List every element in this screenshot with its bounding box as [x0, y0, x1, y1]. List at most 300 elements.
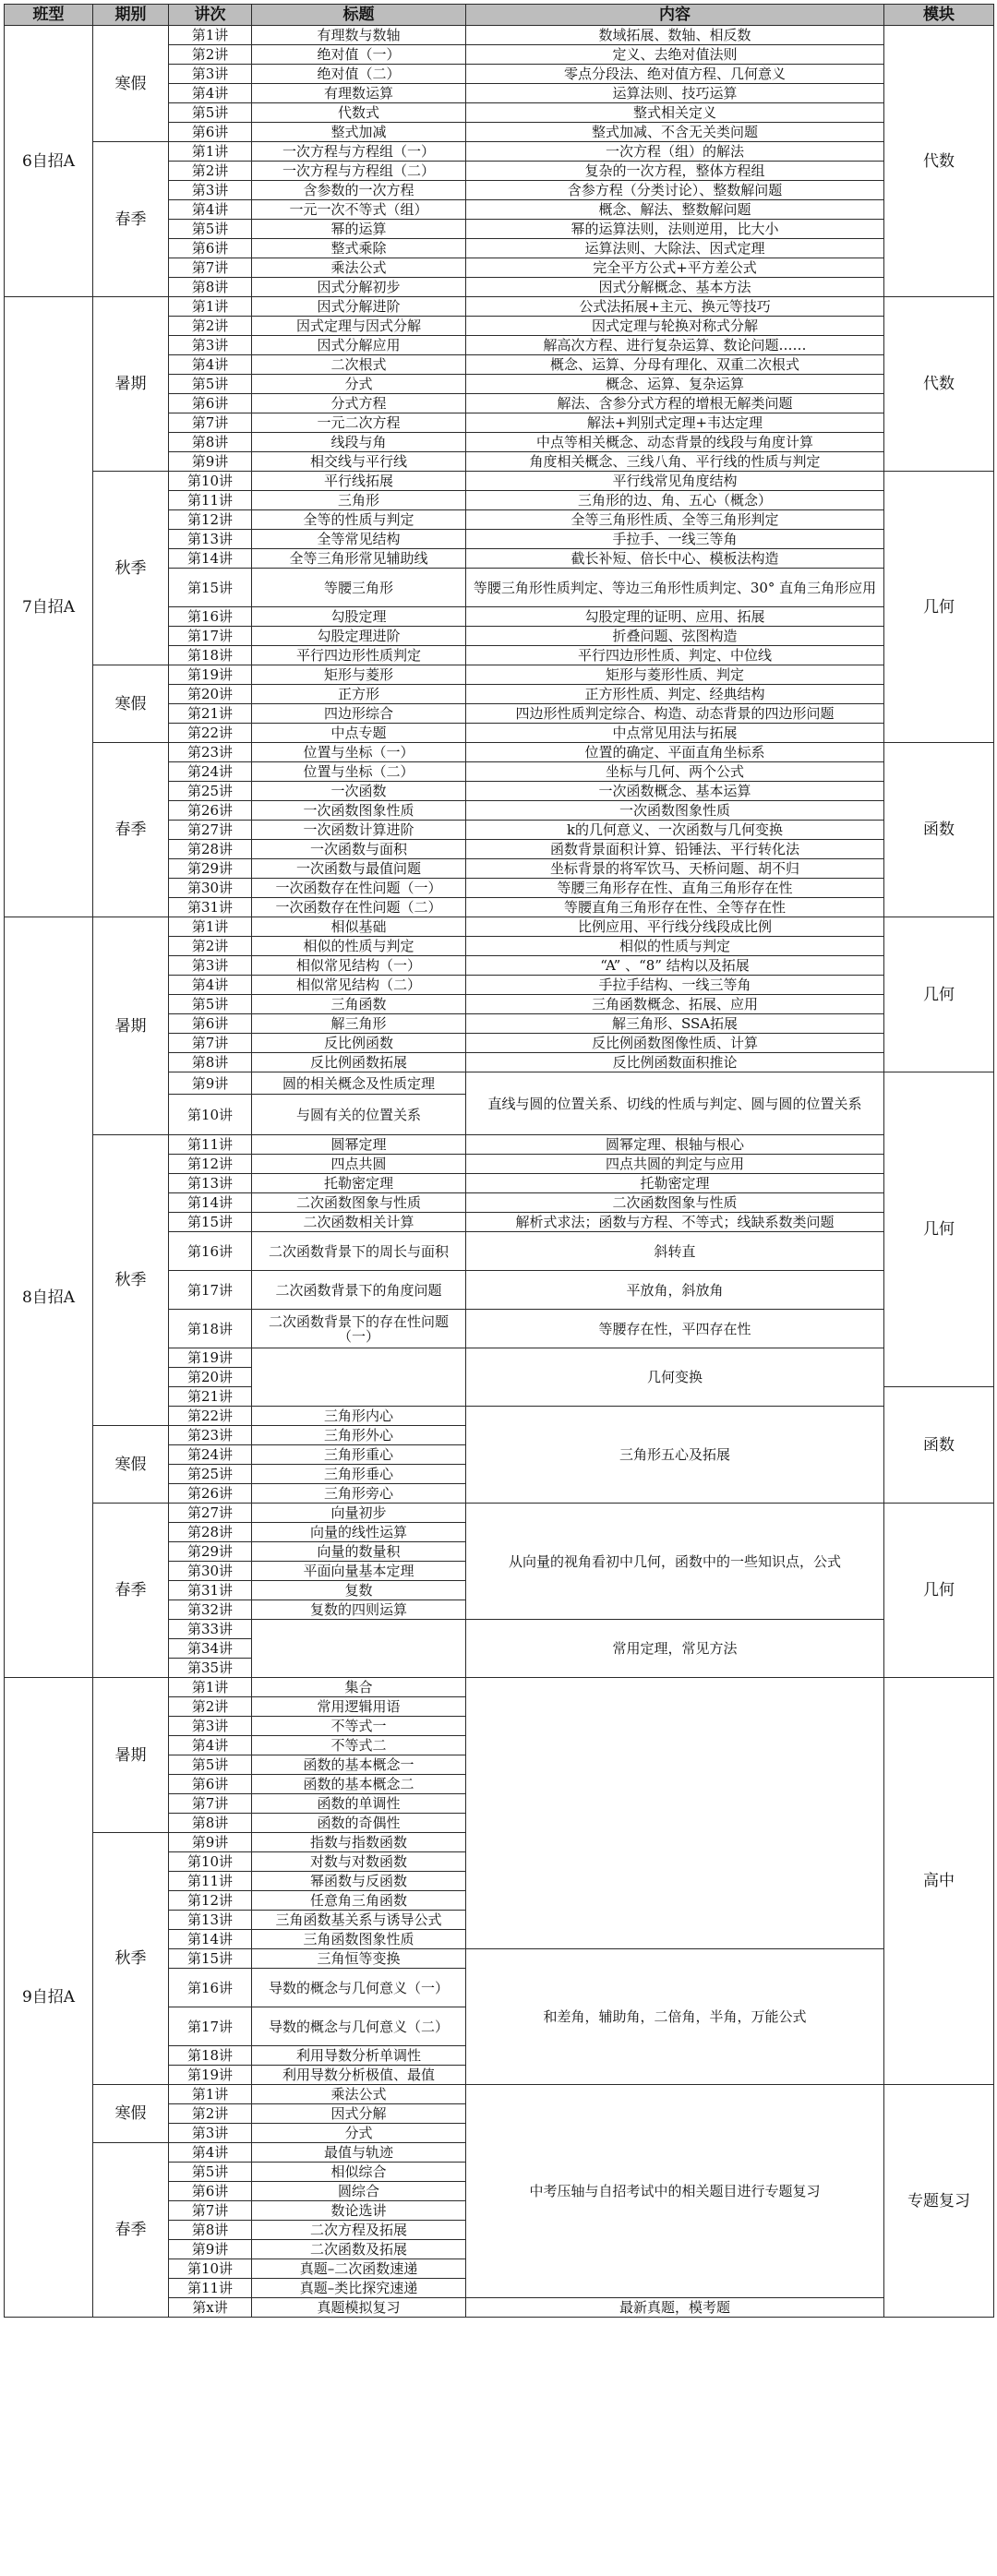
lesson-content: 相似的性质与判定	[466, 937, 884, 956]
lesson-title	[252, 1620, 466, 1678]
term-cell: 春季	[93, 142, 169, 297]
lesson-number: 第20讲	[169, 1368, 252, 1387]
lesson-number: 第26讲	[169, 801, 252, 821]
lesson-number: 第14讲	[169, 1930, 252, 1949]
lesson-title: 三角形重心	[252, 1445, 466, 1465]
lesson-content: 中点常见用法与拓展	[466, 724, 884, 743]
lesson-title: 代数式	[252, 103, 466, 123]
lesson-title: 相交线与平行线	[252, 452, 466, 472]
lesson-number: 第30讲	[169, 1562, 252, 1581]
lesson-content: 坐标与几何、两个公式	[466, 762, 884, 782]
lesson-content: 一次函数图象性质	[466, 801, 884, 821]
lesson-content: 整式加减、不含无关类问题	[466, 123, 884, 142]
lesson-number: 第27讲	[169, 821, 252, 840]
lesson-title: 不等式二	[252, 1736, 466, 1755]
lesson-content: 坐标背景的将军饮马、天桥问题、胡不归	[466, 859, 884, 879]
lesson-title: 常用逻辑用语	[252, 1697, 466, 1717]
lesson-number: 第5讲	[169, 220, 252, 239]
lesson-content: 公式法拓展+主元、换元等技巧	[466, 297, 884, 317]
lesson-number: 第1讲	[169, 142, 252, 162]
module-cell: 高中	[884, 1678, 994, 2085]
lesson-number: 第2讲	[169, 2104, 252, 2124]
lesson-number: 第1讲	[169, 917, 252, 937]
lesson-content: 四边形性质判定综合、构造、动态背景的四边形问题	[466, 704, 884, 724]
lesson-title: 二次函数背景下的周长与面积	[252, 1232, 466, 1271]
lesson-number: 第7讲	[169, 413, 252, 433]
lesson-title: 一次函数图象性质	[252, 801, 466, 821]
class-cell: 9自招A	[5, 1678, 93, 2318]
header-module: 模块	[884, 5, 994, 26]
lesson-row	[5, 917, 994, 937]
lesson-title: 乘法公式	[252, 258, 466, 278]
lesson-title: 函数的基本概念二	[252, 1775, 466, 1794]
lesson-title: 二次函数背景下的角度问题	[252, 1271, 466, 1310]
lesson-title: 分式	[252, 2124, 466, 2143]
lesson-title: 线段与角	[252, 433, 466, 452]
lesson-number: 第6讲	[169, 1014, 252, 1034]
module-cell: 几何	[884, 1504, 994, 1678]
lesson-content: 全等三角形性质、全等三角形判定	[466, 510, 884, 530]
lesson-title: 数论选讲	[252, 2201, 466, 2221]
lesson-title: 不等式一	[252, 1717, 466, 1736]
lesson-content: 解析式求法；函数与方程、不等式；线缺系数类问题	[466, 1213, 884, 1232]
lesson-title: 导数的概念与几何意义（二）	[252, 2007, 466, 2046]
lesson-number: 第27讲	[169, 1504, 252, 1523]
lesson-row	[5, 142, 994, 162]
lesson-title: 与圆有关的位置关系	[252, 1095, 466, 1135]
lesson-title: 反比例函数	[252, 1034, 466, 1053]
lesson-title: 解三角形	[252, 1014, 466, 1034]
lesson-title: 二次函数及拓展	[252, 2240, 466, 2259]
lesson-title: 平面向量基本定理	[252, 1562, 466, 1581]
lesson-title: 最值与轨迹	[252, 2143, 466, 2163]
module-cell: 函数	[884, 743, 994, 917]
module-cell: 专题复习	[884, 2085, 994, 2318]
lesson-title: 三角函数图象性质	[252, 1930, 466, 1949]
lesson-title: 圆综合	[252, 2182, 466, 2201]
schedule-body	[5, 26, 994, 2318]
lesson-number: 第29讲	[169, 1542, 252, 1562]
lesson-content: 一次方程（组）的解法	[466, 142, 884, 162]
lesson-title: 矩形与菱形	[252, 665, 466, 685]
lesson-title: 幂的运算	[252, 220, 466, 239]
lesson-number: 第10讲	[169, 1852, 252, 1872]
lesson-content: 折叠问题、弦图构造	[466, 627, 884, 646]
lesson-title: 四边形综合	[252, 704, 466, 724]
lesson-row	[5, 1504, 994, 1523]
header-content: 内容	[466, 5, 884, 26]
lesson-number: 第9讲	[169, 1072, 252, 1095]
lesson-title: 相似综合	[252, 2163, 466, 2182]
lesson-number: 第3讲	[169, 65, 252, 84]
lesson-content: 正方形性质、判定、经典结构	[466, 685, 884, 704]
lesson-number: 第21讲	[169, 704, 252, 724]
lesson-number: 第2讲	[169, 317, 252, 336]
term-cell: 寒假	[93, 665, 169, 743]
lesson-title: 一次函数与最值问题	[252, 859, 466, 879]
lesson-number: 第5讲	[169, 375, 252, 394]
lesson-number: 第11讲	[169, 491, 252, 510]
lesson-number: 第25讲	[169, 782, 252, 801]
lesson-number: 第23讲	[169, 1426, 252, 1445]
lesson-number: 第22讲	[169, 724, 252, 743]
term-cell: 寒假	[93, 1426, 169, 1504]
lesson-number: 第6讲	[169, 394, 252, 413]
lesson-content: 因式定理与轮换对称式分解	[466, 317, 884, 336]
lesson-title: 三角形外心	[252, 1426, 466, 1445]
lesson-title: 圆的相关概念及性质定理	[252, 1072, 466, 1095]
lesson-number: 第14讲	[169, 549, 252, 569]
lesson-number: 第6讲	[169, 239, 252, 258]
lesson-number: 第5讲	[169, 1755, 252, 1775]
lesson-content: 整式相关定义	[466, 103, 884, 123]
module-cell: 几何	[884, 1072, 994, 1387]
lesson-number: 第34讲	[169, 1639, 252, 1659]
lesson-number: 第3讲	[169, 336, 252, 355]
term-cell: 秋季	[93, 1135, 169, 1426]
lesson-number: 第8讲	[169, 1814, 252, 1833]
lesson-title: 真题模拟复习	[252, 2298, 466, 2318]
lesson-number: 第24讲	[169, 1445, 252, 1465]
lesson-content: 反比例函数图像性质、计算	[466, 1034, 884, 1053]
lesson-number: 第10讲	[169, 472, 252, 491]
lesson-number: 第1讲	[169, 1678, 252, 1697]
lesson-number: 第18讲	[169, 646, 252, 665]
lesson-number: 第19讲	[169, 2066, 252, 2085]
lesson-content: 位置的确定、平面直角坐标系	[466, 743, 884, 762]
lesson-title: 真题–二次函数速递	[252, 2259, 466, 2279]
lesson-number: 第21讲	[169, 1387, 252, 1407]
lesson-title: 中点专题	[252, 724, 466, 743]
lesson-number: 第11讲	[169, 2279, 252, 2298]
lesson-content: 函数背景面积计算、铅锤法、平行转化法	[466, 840, 884, 859]
lesson-number: 第x讲	[169, 2298, 252, 2318]
lesson-title: 对数与对数函数	[252, 1852, 466, 1872]
lesson-content: 四点共圆的判定与应用	[466, 1155, 884, 1174]
lesson-number: 第5讲	[169, 103, 252, 123]
lesson-title: 函数的奇偶性	[252, 1814, 466, 1833]
lesson-title: 三角形内心	[252, 1407, 466, 1426]
lesson-content: 三角形的边、角、五心（概念）	[466, 491, 884, 510]
module-cell: 几何	[884, 472, 994, 743]
lesson-title: 一次函数	[252, 782, 466, 801]
lesson-row	[5, 26, 994, 45]
lesson-title: 位置与坐标（二）	[252, 762, 466, 782]
term-cell: 寒假	[93, 26, 169, 142]
lesson-number: 第6讲	[169, 123, 252, 142]
lesson-title: 相似的性质与判定	[252, 937, 466, 956]
lesson-number: 第18讲	[169, 2046, 252, 2066]
lesson-content: 三角形五心及拓展	[466, 1407, 884, 1504]
lesson-number: 第2讲	[169, 45, 252, 65]
lesson-content: 等腰直角三角形存在性、全等存在性	[466, 898, 884, 917]
lesson-number: 第23讲	[169, 743, 252, 762]
lesson-number: 第5讲	[169, 995, 252, 1014]
lesson-content: 概念、解法、整数解问题	[466, 200, 884, 220]
lesson-title: 一次函数存在性问题（一）	[252, 879, 466, 898]
lesson-title: 一次方程与方程组（二）	[252, 162, 466, 181]
term-cell: 暑期	[93, 297, 169, 472]
term-cell: 春季	[93, 743, 169, 917]
lesson-title: 一次函数存在性问题（二）	[252, 898, 466, 917]
lesson-number: 第9讲	[169, 2240, 252, 2259]
lesson-number: 第17讲	[169, 1271, 252, 1310]
lesson-number: 第15讲	[169, 1213, 252, 1232]
lesson-number: 第3讲	[169, 181, 252, 200]
lesson-title: 二次函数相关计算	[252, 1213, 466, 1232]
lesson-title: 三角形旁心	[252, 1484, 466, 1504]
lesson-title: 整式加减	[252, 123, 466, 142]
lesson-content: 运算法则、大除法、因式定理	[466, 239, 884, 258]
lesson-title: 利用导数分析单调性	[252, 2046, 466, 2066]
lesson-title: 有理数与数轴	[252, 26, 466, 45]
lesson-row	[5, 2085, 994, 2104]
lesson-title: 一次方程与方程组（一）	[252, 142, 466, 162]
lesson-title: 向量的线性运算	[252, 1523, 466, 1542]
lesson-number: 第13讲	[169, 530, 252, 549]
lesson-content: 几何变换	[466, 1348, 884, 1407]
lesson-title: 四点共圆	[252, 1155, 466, 1174]
class-cell: 7自招A	[5, 297, 93, 917]
lesson-title: 反比例函数拓展	[252, 1053, 466, 1072]
lesson-number: 第2讲	[169, 1697, 252, 1717]
lesson-row	[5, 1678, 994, 1697]
lesson-number: 第16讲	[169, 1969, 252, 2007]
lesson-title: 分式方程	[252, 394, 466, 413]
lesson-title: 三角形垂心	[252, 1465, 466, 1484]
lesson-number: 第8讲	[169, 278, 252, 297]
lesson-content: 复杂的一次方程，整体方程组	[466, 162, 884, 181]
lesson-title: 函数的基本概念一	[252, 1755, 466, 1775]
lesson-content: 含参方程（分类讨论）、整数解问题	[466, 181, 884, 200]
lesson-number: 第10讲	[169, 1095, 252, 1135]
lesson-title: 绝对值（二）	[252, 65, 466, 84]
lesson-content: 托勒密定理	[466, 1174, 884, 1193]
term-cell: 春季	[93, 2143, 169, 2318]
module-cell: 代数	[884, 297, 994, 472]
lesson-content: 常用定理，常见方法	[466, 1620, 884, 1678]
lesson-number: 第16讲	[169, 1232, 252, 1271]
lesson-title: 向量的数量积	[252, 1542, 466, 1562]
lesson-title: 勾股定理进阶	[252, 627, 466, 646]
lesson-content: 直线与圆的位置关系、切线的性质与判定、圆与圆的位置关系	[466, 1072, 884, 1135]
lesson-number: 第2讲	[169, 162, 252, 181]
lesson-number: 第26讲	[169, 1484, 252, 1504]
lesson-content: “A” 、“8” 结构以及拓展	[466, 956, 884, 976]
lesson-number: 第6讲	[169, 1775, 252, 1794]
lesson-number: 第12讲	[169, 510, 252, 530]
lesson-content: 角度相关概念、三线八角、平行线的性质与判定	[466, 452, 884, 472]
lesson-content: 中点等相关概念、动态背景的线段与角度计算	[466, 433, 884, 452]
lesson-content: 圆幂定理、根轴与根心	[466, 1135, 884, 1155]
lesson-title: 含参数的一次方程	[252, 181, 466, 200]
lesson-row	[5, 297, 994, 317]
lesson-content: 平行线常见角度结构	[466, 472, 884, 491]
lesson-content: 手拉手、一线三等角	[466, 530, 884, 549]
lesson-title: 复数的四则运算	[252, 1600, 466, 1620]
lesson-title: 三角恒等变换	[252, 1949, 466, 1969]
class-cell: 8自招A	[5, 917, 93, 1678]
lesson-number: 第33讲	[169, 1620, 252, 1639]
term-cell: 寒假	[93, 2085, 169, 2143]
lesson-title: 相似常见结构（二）	[252, 976, 466, 995]
lesson-number: 第17讲	[169, 2007, 252, 2046]
lesson-content: 解法+判别式定理+韦达定理	[466, 413, 884, 433]
lesson-content: 概念、运算、分母有理化、双重二次根式	[466, 355, 884, 375]
lesson-number: 第15讲	[169, 1949, 252, 1969]
lesson-title: 整式乘除	[252, 239, 466, 258]
lesson-title: 因式分解	[252, 2104, 466, 2124]
header-row	[5, 5, 994, 26]
lesson-title: 平行线拓展	[252, 472, 466, 491]
lesson-content	[466, 1678, 884, 1949]
lesson-number: 第8讲	[169, 433, 252, 452]
lesson-title: 因式分解应用	[252, 336, 466, 355]
lesson-title: 真题–类比探究速递	[252, 2279, 466, 2298]
lesson-number: 第31讲	[169, 1581, 252, 1600]
lesson-number: 第5讲	[169, 2163, 252, 2182]
lesson-content: 零点分段法、绝对值方程、几何意义	[466, 65, 884, 84]
lesson-number: 第4讲	[169, 200, 252, 220]
lesson-title: 一次函数与面积	[252, 840, 466, 859]
lesson-title: 乘法公式	[252, 2085, 466, 2104]
lesson-title: 相似基础	[252, 917, 466, 937]
lesson-title: 一元一次不等式（组）	[252, 200, 466, 220]
lesson-title: 全等的性质与判定	[252, 510, 466, 530]
lesson-title: 相似常见结构（一）	[252, 956, 466, 976]
lesson-number: 第12讲	[169, 1891, 252, 1911]
lesson-number: 第12讲	[169, 1155, 252, 1174]
lesson-content: 勾股定理的证明、应用、拓展	[466, 607, 884, 627]
lesson-content: 平放角，斜放角	[466, 1271, 884, 1310]
lesson-title: 一次函数计算进阶	[252, 821, 466, 840]
lesson-number: 第3讲	[169, 2124, 252, 2143]
lesson-title: 托勒密定理	[252, 1174, 466, 1193]
lesson-number: 第31讲	[169, 898, 252, 917]
lesson-number: 第7讲	[169, 2201, 252, 2221]
lesson-title: 导数的概念与几何意义（一）	[252, 1969, 466, 2007]
lesson-number: 第7讲	[169, 258, 252, 278]
lesson-number: 第7讲	[169, 1794, 252, 1814]
lesson-number: 第25讲	[169, 1465, 252, 1484]
lesson-content: 运算法则、技巧运算	[466, 84, 884, 103]
lesson-number: 第4讲	[169, 355, 252, 375]
lesson-number: 第19讲	[169, 1348, 252, 1368]
lesson-title: 全等三角形常见辅助线	[252, 549, 466, 569]
lesson-content: 手拉手结构、一线三等角	[466, 976, 884, 995]
course-schedule	[4, 4, 993, 2318]
term-cell: 春季	[93, 1504, 169, 1678]
lesson-content: 解三角形、SSA拓展	[466, 1014, 884, 1034]
lesson-title: 二次根式	[252, 355, 466, 375]
lesson-row	[5, 472, 994, 491]
lesson-title: 三角函数基关系与诱导公式	[252, 1911, 466, 1930]
term-cell: 秋季	[93, 1833, 169, 2085]
lesson-content: 完全平方公式+平方差公式	[466, 258, 884, 278]
lesson-title: 一元二次方程	[252, 413, 466, 433]
lesson-title: 分式	[252, 375, 466, 394]
lesson-title: 幂函数与反函数	[252, 1872, 466, 1891]
lesson-number: 第6讲	[169, 2182, 252, 2201]
lesson-title: 勾股定理	[252, 607, 466, 627]
lesson-number: 第3讲	[169, 1717, 252, 1736]
lesson-number: 第7讲	[169, 1034, 252, 1053]
lesson-title: 向量初步	[252, 1504, 466, 1523]
header-class: 班型	[5, 5, 93, 26]
lesson-title: 函数的单调性	[252, 1794, 466, 1814]
lesson-title	[252, 1348, 466, 1407]
lesson-content: 数域拓展、数轴、相反数	[466, 26, 884, 45]
lesson-number: 第4讲	[169, 84, 252, 103]
lesson-row	[5, 665, 994, 685]
lesson-title: 圆幂定理	[252, 1135, 466, 1155]
lesson-number: 第30讲	[169, 879, 252, 898]
lesson-content: k的几何意义、一次函数与几何变换	[466, 821, 884, 840]
lesson-title: 等腰三角形	[252, 569, 466, 607]
lesson-content: 平行四边形性质、判定、中位线	[466, 646, 884, 665]
lesson-number: 第22讲	[169, 1407, 252, 1426]
lesson-content: 二次函数图象与性质	[466, 1193, 884, 1213]
lesson-title: 因式分解初步	[252, 278, 466, 297]
lesson-title: 二次函数图象与性质	[252, 1193, 466, 1213]
lesson-number: 第17讲	[169, 627, 252, 646]
lesson-title: 三角函数	[252, 995, 466, 1014]
lesson-number: 第4讲	[169, 976, 252, 995]
lesson-number: 第3讲	[169, 956, 252, 976]
lesson-number: 第14讲	[169, 1193, 252, 1213]
lesson-number: 第1讲	[169, 297, 252, 317]
lesson-number: 第4讲	[169, 2143, 252, 2163]
lesson-title: 利用导数分析极值、最值	[252, 2066, 466, 2085]
lesson-number: 第9讲	[169, 452, 252, 472]
lesson-number: 第18讲	[169, 1310, 252, 1348]
lesson-title: 因式定理与因式分解	[252, 317, 466, 336]
lesson-number: 第4讲	[169, 1736, 252, 1755]
lesson-content: 最新真题，模考题	[466, 2298, 884, 2318]
lesson-title: 二次方程及拓展	[252, 2221, 466, 2240]
lesson-number: 第13讲	[169, 1911, 252, 1930]
lesson-content: 比例应用、平行线分线段成比例	[466, 917, 884, 937]
lesson-number: 第11讲	[169, 1135, 252, 1155]
schedule-table	[4, 4, 994, 2318]
lesson-title: 绝对值（一）	[252, 45, 466, 65]
lesson-content: 解高次方程、进行复杂运算、数论问题……	[466, 336, 884, 355]
lesson-number: 第32讲	[169, 1600, 252, 1620]
lesson-number: 第11讲	[169, 1872, 252, 1891]
lesson-title: 复数	[252, 1581, 466, 1600]
lesson-number: 第10讲	[169, 2259, 252, 2279]
lesson-number: 第28讲	[169, 1523, 252, 1542]
lesson-title: 任意角三角函数	[252, 1891, 466, 1911]
lesson-title: 集合	[252, 1678, 466, 1697]
term-cell: 暑期	[93, 1678, 169, 1833]
lesson-title: 三角形	[252, 491, 466, 510]
lesson-title: 因式分解进阶	[252, 297, 466, 317]
lesson-content: 概念、运算、复杂运算	[466, 375, 884, 394]
lesson-content: 反比例函数面积推论	[466, 1053, 884, 1072]
lesson-number: 第8讲	[169, 2221, 252, 2240]
module-cell: 几何	[884, 917, 994, 1072]
lesson-number: 第1讲	[169, 2085, 252, 2104]
lesson-content: 幂的运算法则，法则逆用，比大小	[466, 220, 884, 239]
lesson-number: 第1讲	[169, 26, 252, 45]
lesson-content: 中考压轴与自招考试中的相关题目进行专题复习	[466, 2085, 884, 2298]
header-term: 期别	[93, 5, 169, 26]
lesson-content: 矩形与菱形性质、判定	[466, 665, 884, 685]
header-lesson: 讲次	[169, 5, 252, 26]
lesson-title: 位置与坐标（一）	[252, 743, 466, 762]
lesson-content: 因式分解概念、基本方法	[466, 278, 884, 297]
